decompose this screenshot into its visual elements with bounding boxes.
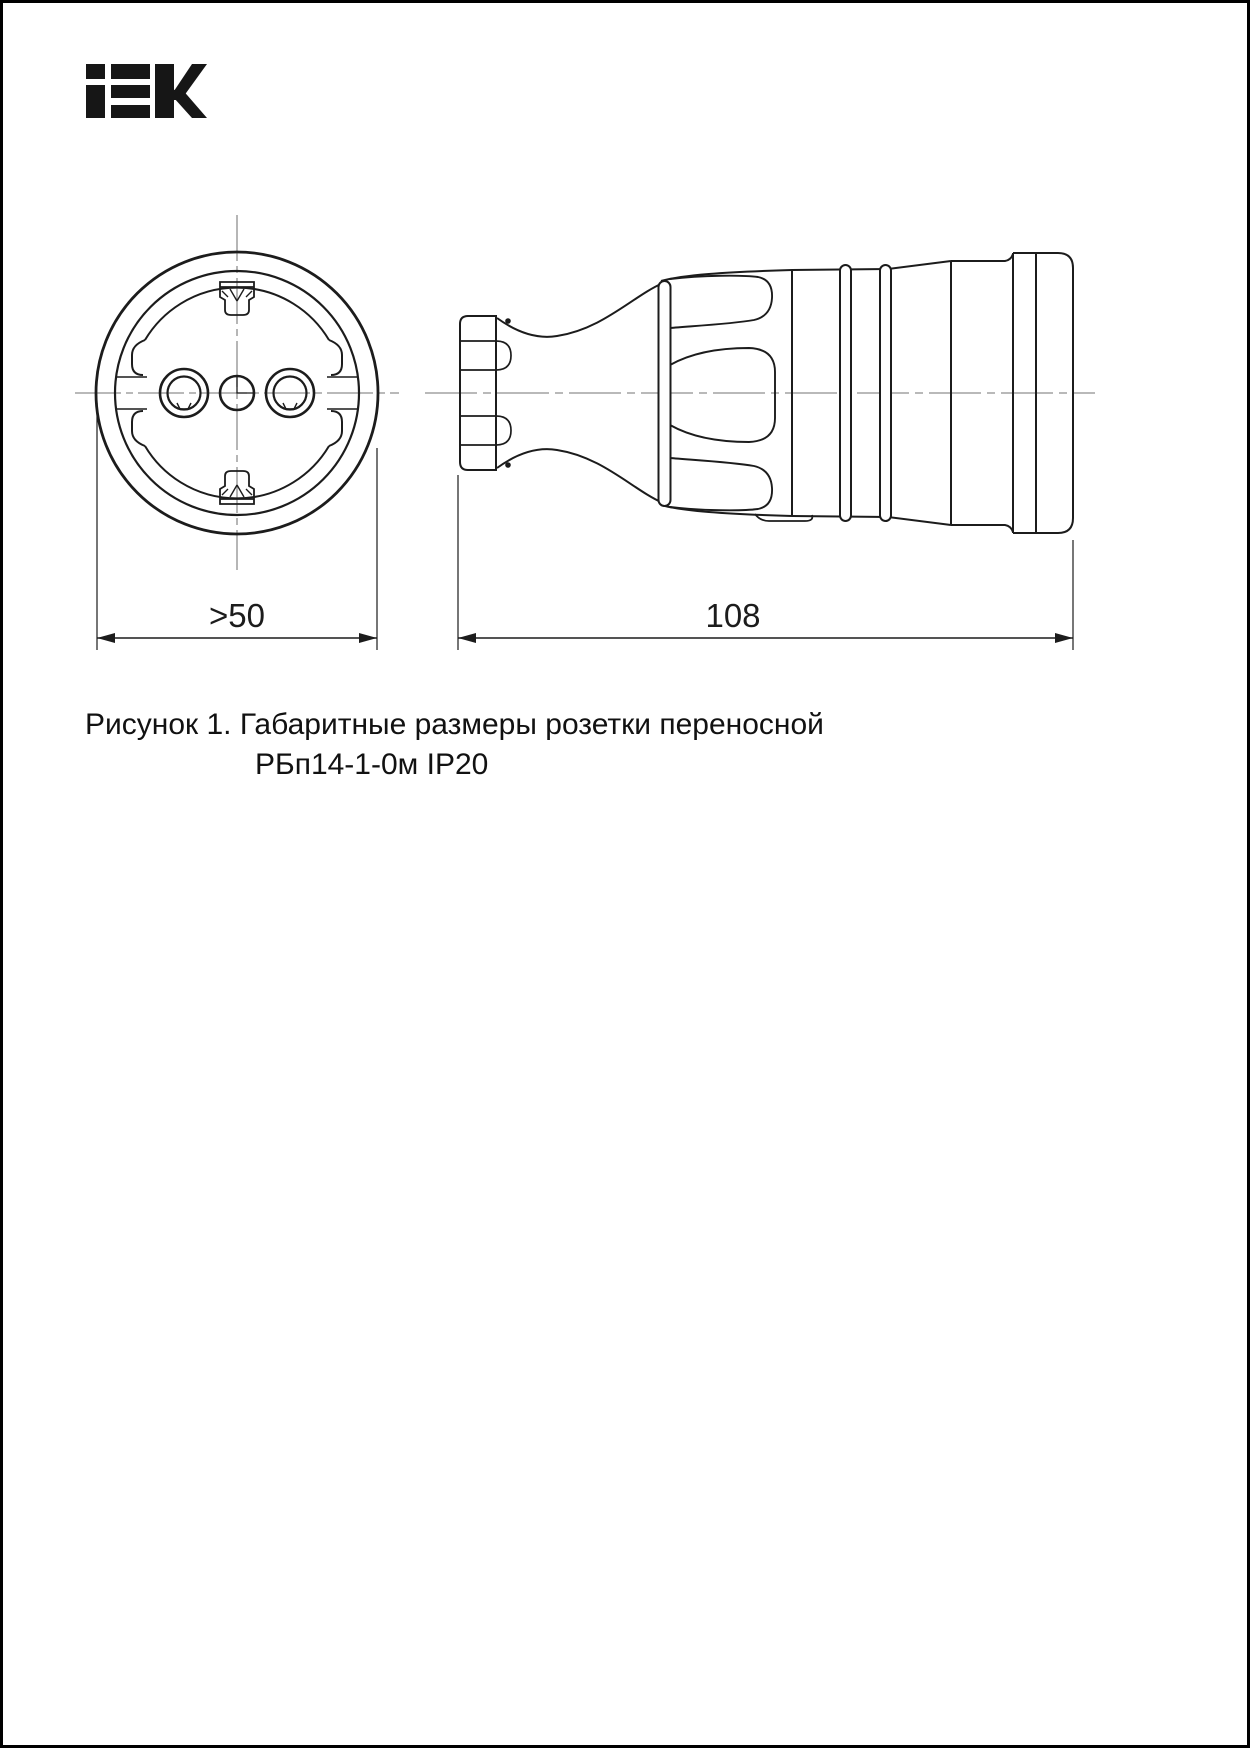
tangent-point-dot-top [505, 318, 511, 324]
logo-i-stem [86, 85, 105, 118]
logo-i-dot [86, 64, 105, 79]
recess-left-flat-lower [132, 411, 145, 446]
pin-hole-right-contact [283, 403, 297, 409]
petal-top [670, 276, 772, 328]
logo-e-bar-mid [111, 85, 150, 98]
logo-k-lower-arm [174, 88, 207, 118]
dim-front-arrow-right [359, 633, 377, 643]
dim-front-arrow-left [97, 633, 115, 643]
neck-curve-bottom [497, 449, 663, 503]
body-ring-2 [880, 265, 891, 521]
dim-side-label: 108 [705, 597, 761, 634]
collar-top-edge [951, 254, 1013, 261]
body-ring-1 [840, 265, 851, 521]
cable-grip-bump-lower [496, 416, 511, 445]
dim-side-arrow-right [1055, 633, 1073, 643]
cable-grip-bump-upper [496, 341, 511, 370]
logo-k-stem [155, 64, 174, 118]
bell-rim-rib [659, 281, 671, 506]
technical-drawing-svg [3, 3, 1250, 1748]
figure-caption [85, 705, 824, 785]
side-view [425, 253, 1095, 533]
recess-right-flat-upper [329, 340, 342, 375]
recess-right-flat-lower [329, 411, 342, 446]
figure-caption-line2: РБп14-1-0м IP20 [255, 748, 489, 781]
cylinder-top-edge [792, 261, 951, 270]
logo-e-bar-bottom [111, 105, 150, 118]
petal-bottom [670, 458, 772, 510]
front-view [75, 215, 399, 570]
pin-hole-left-contact [177, 403, 191, 409]
figure-caption-line1: Рисунок 1. Габаритные размеры розетки переносной [85, 708, 824, 741]
recess-left-flat-upper [132, 340, 145, 375]
petal-middle [670, 348, 775, 442]
dim-side-arrow-left [458, 633, 476, 643]
iek-logo [86, 64, 207, 118]
logo-e-bar-top [111, 64, 150, 79]
dim-front-label: >50 [209, 597, 265, 634]
tangent-point-dot-bottom [505, 462, 511, 468]
neck-curve-top [497, 283, 663, 337]
dimension-side-length [458, 475, 1073, 650]
cylinder-bottom-edge [792, 516, 951, 525]
collar-bottom-edge [951, 525, 1013, 532]
